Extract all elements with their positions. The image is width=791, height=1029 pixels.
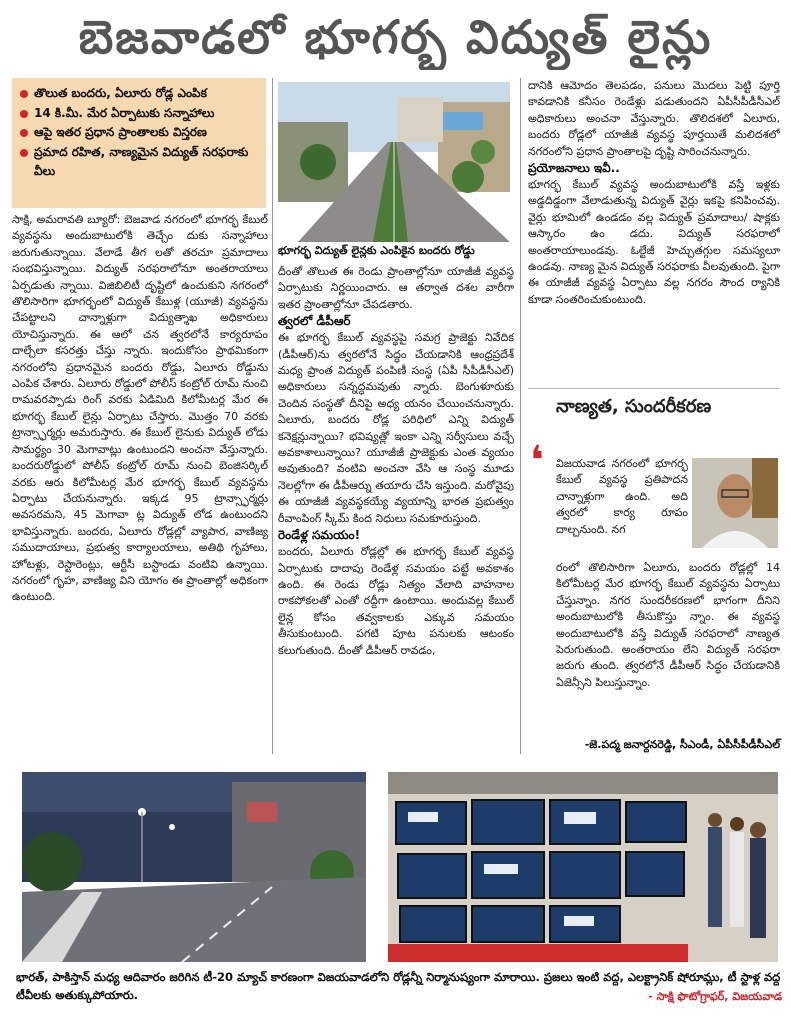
photo-credit: - సాక్షి ఫొటోగ్రాఫర్, విజయవాడ — [648, 990, 782, 1003]
sidebar-quote-rest: రంలో తొలిసారిగా ఏలూరు, బందరు రోడ్లల్లో 14 కిలోమీటర్ల మేర భూగర్భ కేబుల్ వ్యవస్థను ఏర్పాటు చేస్తున్నాం. నగర సుందరీకరణలో భాగంగా దీనిని అందుబాటులోకి తీసుకొస్తు న్నాం. ఈ వ్యవస్థ అందుబాటులోకి వస్తే విద్యుత్ సరఫరాలో నాణ్యత పెరుగుతుంది. అంతరాయం లేని విద్యుత్ సరఫరా జరుగు తుంది. త్వరలోనే డీపీఆర్ సిద్ధం చేయడానికి ఏజెన్సీని పిలుస్తున్నాం. — [556, 561, 780, 689]
highlight-item: తొలుత బందరు, ఏలూరు రోడ్ల ఎంపిక — [20, 84, 258, 104]
column-3-paragraph-2: భూగర్భ కేబుల్ వ్యవస్థ అందుబాటులోకి వస్తే ఇళ్లకు అడ్డదిడ్డంగా వేలాడుతున్న విద్యుత్ వైర్లు ఇకపై కనిపించవు. వైర్లు భూమిలో ఉండడం వల్ల విద్యుత్ ప్రమాదాలు/ షాక్లకు ఆస్కారం ఉం డదు. విద్యుత్ సరఫరాలో అంతరాయాలుండవు. ఓల్టేజీ హెచ్చుతగ్గుల సమస్యలూ ఉండవు. నాణ్య మైన విద్యుత్ సరఫరాకు వీలవుతుంది. పైగా ఈ యాజీజీ వ్యవస్థ ఏర్పాటు వల్ల నగరం సౌంద ర్యానికి కూడా సంతరించుకుంటుంది. — [528, 178, 780, 306]
sidebar-signoff: -జె.పద్మ జనార్దనరెడ్డి, సీఎండీ, ఏపీసీపీడీసీఎల్ — [584, 738, 780, 751]
sidebar-rule — [528, 388, 780, 389]
headline: బెజవాడలో భూగర్భ విద్యుత్ లైన్లు — [78, 10, 713, 64]
bottom-caption-text: భారత్, పాకిస్తాన్ మధ్య ఆదివారం జరిగిన టీ-20 మ్యాచ్ కారణంగా విజయవాడలోని రోడ్లన్నీ నిర్మానుష్యంగా మారాయి. ప్రజలు ఇంటి వద్ద, ఎలక్ట్రానిక్ షోరూమ్లు, టీ స్టాళ్ల వద్ద టీవీలకు అతుక్కుపోయారు. — [16, 970, 781, 1002]
road-photo — [278, 82, 510, 242]
portrait-image — [692, 458, 778, 548]
empty-road-night-photo — [22, 772, 366, 962]
column-1-text — [12, 212, 268, 752]
highlight-item: 14 కి.మీ. మేర ఏర్పాటుకు సన్నాహాలు — [20, 104, 258, 124]
road-photo-caption: భూగర్భ విద్యుత్ లైన్లకు ఎంపికైన బందరు రోడ్డు — [278, 244, 475, 257]
column-3-paragraph-1: దానికి ఆమోదం తెలపడం, పనులు మొదలు పెట్టి పూర్తి కావడానికి కనీసం రెండేళ్లు పడుతుందని ఏపీసీపీడీసీఎల్ అధికారులు అంచనా వేస్తున్నారు. తొలిదశలో ఏలూరు, బందరు రోడ్లలో యాజీజీ వ్యవస్థ పూర్తయితే మలిదశలో నగరంలోని ప్రధాన ప్రాంతాలపై దృష్టి సారించనున్నారు. — [528, 79, 780, 158]
sidebar-title: నాణ్యత, సుందరీకరణ — [556, 396, 712, 417]
highlights-box — [12, 78, 266, 208]
column-divider — [272, 78, 273, 754]
sidebar-quote-top: విజయవాడ నగరంలో భూగర్భ కేబుల్ వ్యవస్థ ప్రతిపాదన చాన్నాళ్లుగా ఉంది. అది త్వరలో కార్య రూపం దాల్చనుంది. నగ — [556, 457, 688, 536]
highlight-item: ఆపై ఇతర ప్రధాన ప్రాంతాలకు విస్తరణ — [20, 123, 258, 143]
column-3-text — [528, 78, 780, 382]
subheading-two-years: రెండేళ్ల సమయం! — [278, 528, 361, 543]
column-1-paragraph: సాక్షి, అమరావతి బ్యూరో: బెజవాడ నగరంలో భూగర్భ కేబుల్ వ్యవస్థను అందుబాటులోకి తెచ్చేం దుకు సన్నాహాలు జరుగుతున్నాయి. వేలాడే తీగ లతో తరచూ ప్రమాదాలు సంభవిస్తున్నాయి. విద్యుత్ సరఫరాలోనూ అంతరాయాలు ఏర్పడుతు న్నాయి. విజిబిలిటీ దృష్టిలో ఉంచుకుని నగరంలో తొలిసారిగా భూగర్భంలో విద్యుత్ కేబుళ్ల (యూజీ) వ్యవస్థను చేపట్టాలని చాన్నాళ్లుగా విద్యుత్శాఖ అధికారులు యోచిస్తున్నారు. ఈ ఆలో చన త్వరలోనే కార్యరూపం దాల్చేలా కసరత్తు చేస్తు న్నారు. ఇందుకోసం ప్రాథమికంగా నగరంలోని ప్రధానమైన బందరు రోడ్డు, ఏలూరు రోడ్డును ఎంపిక చేశారు. ఏలూరు రోడ్డులో పోలీస్ కంట్రోల్ రూమ్ నుంచి రామవరప్పాడు రింగ్ వరకు ఏడిమిది కిలోమీటర్ల మేర ఈ భూగర్భ కేబుల్ లైన్లు ఏర్పాటు చేస్తారు. మొత్తం 70 వరకు ట్రాన్స్ఫార్మర్లు అమరుస్తారు. ఈ కేబుల్ లైనుకు విద్యుత్ లోడు సామర్థ్యం 30 మెగావాట్లు ఉంటుందని అంచనా వేస్తున్నారు. బందరురోడ్డులో పోలీస్ కంట్రోల్ రూమ్ నుంచి బెంజిసర్కిల్ వరకు ఆరు కిలోమీటర్ల మేర భూగర్భ కేబుల్ వ్యవస్థను ఏర్పాటు చేయనున్నారు. ఇక్కడ 95 ట్రాన్స్ఫార్మర్లు అవసరమని, 45 మెగావా ట్ల విద్యుత్ లోడ ఉంటుందని భావిస్తున్నారు. బందరు, ఏలూరు రోడ్లల్లో వ్యాపార, వాణిజ్య సముదాయాలు, ప్రభుత్వ కార్యాలయాలు, అతిథి గృహాలు, హోటళ్లు, రెస్టారెంట్లు, ఆర్టీసీ బస్టాండు వంటివి ఉన్నాయి. నగరంలో గృహ, వాణిజ్య విని యోగం ఈ ప్రాంతాల్లో అధికంగా ఉంటుంది. — [12, 213, 268, 604]
column-2-paragraph-2: బందరు, ఏలూరు రోడ్లల్లో ఈ భూగర్భ కేబుల్ వ్యవస్థ ఏర్పాటుకు దాదాపు రెండేళ్ల సమయం పట్టే అవకాశం ఉంది. ఈ రెండు రోడ్లు నిత్యం వేలాది వాహనాల రాకపోకలతో ఎంతో రద్దీగా ఉంటాయి. అందువల్ల కేబుల్ లైన్ల కోసం తవ్వకాలకు ఎక్కువ సమయం తీసుకుంటుంది. పగటి పూట పనులకు ఆటంకం కలుగుతుంది. దీంతో డీపీఆర్ రావడం, — [278, 545, 514, 657]
quote-mark-icon: ❛ — [530, 438, 544, 484]
tv-showroom-photo — [388, 772, 778, 962]
subheading-benefits: ప్రయోజనాలు ఇవీ.. — [528, 161, 620, 176]
tv-showroom-image — [388, 772, 778, 962]
column-2-intro: దీంతో తొలుత ఈ రెండు ప్రాంతాల్లోనూ యాజీజీ వ్యవస్థ ఏర్పాటుకు నిర్ణయించారు. ఆ తర్వాత దశల వారీగా ఇతర ప్రాంతాల్లోనూ చేపడతారు. — [278, 265, 514, 311]
column-divider — [520, 78, 521, 754]
bottom-photo-caption — [16, 968, 782, 1026]
night-road-image — [22, 772, 366, 962]
column-2-paragraph-1: ఈ భూగర్భ కేబుల్ వ్యవస్థపై సమగ్ర ప్రాజెక్టు నివేదిక (డీపీఆర్)ను త్వరలోనే సిద్ధం చేయడానికి ఆంధ్రప్రదేశ్ మధ్య ప్రాంత విద్యుత్ పంపిణీ సంస్థ (ఏపీ సీపీడీసీఎల్) అధికారులు సన్నద్ధమవుతు న్నారు. బెంగుళూరుకు చెందిన సంస్థతో దీనిపై అధ్య యనం చేయించనున్నారు. ఏలూరు, బందరు రోడ్ల పరిధిలో ఎన్ని విద్యుత్ కనెక్షన్లున్నాయి? భవిష్యత్లో ఇంకా ఎన్ని సర్వీసులు వచ్చే అవకాశాలున్నాయి? యూజీజీ ప్రాజెక్టుకు ఎంత వ్యయం అవుతుంది? వంటివి అంచనా వేసి ఆ సంస్థ మూడు నెలల్లోగా ఈ డీపీఆర్ను తయారు చేసి ఇస్తుంది. మరోవైపు ఈ యాజీజీ వ్యవస్థకయ్యే వ్యయాన్ని భారత ప్రభుత్వం రీవాంపింగ్ స్కీమ్ కింద నిధులు సమకూరుస్తుంది. — [278, 331, 514, 525]
column-2-text — [278, 264, 514, 752]
road-photo-image — [278, 82, 510, 242]
subheading-dpr: త్వరలో డీపీఆర్ — [278, 314, 351, 329]
portrait-photo — [692, 458, 778, 548]
highlight-item: ప్రమాద రహిత, నాణ్యమైన విద్యుత్ సరఫరాకు వీలు — [20, 143, 258, 182]
